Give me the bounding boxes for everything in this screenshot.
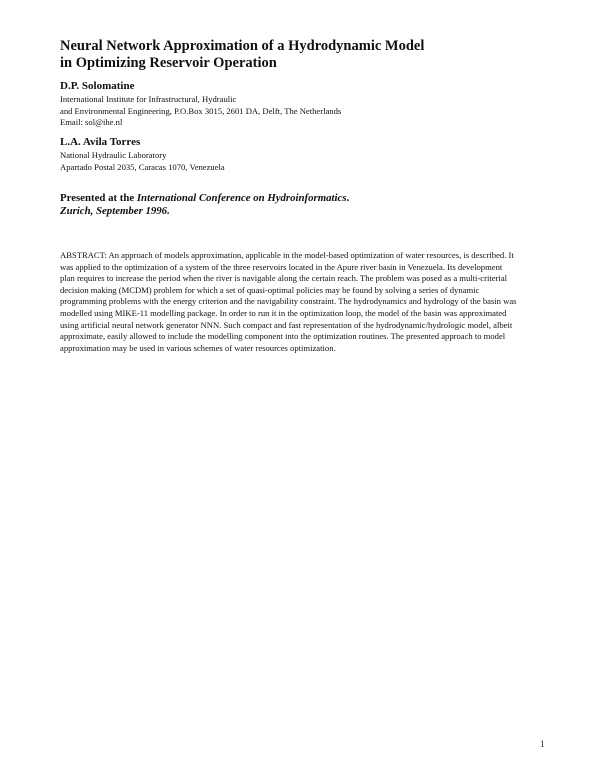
abstract-line: modelled using MIKE-11 modelling package. In order to run it in the optimization loop, the model of the basin was approximated: [60, 307, 507, 318]
author-email: Email: sol@ihe.nl: [60, 117, 123, 127]
conference-name: International Conference on Hydroinformatics: [136, 192, 347, 204]
affiliation-line: National Hydraulic Laboratory: [60, 150, 167, 160]
presented-at-note: [60, 192, 540, 218]
title-line-2: in Optimizing Reservoir Operation: [60, 54, 277, 71]
affiliation-line: and Environmental Engineering, P.O.Box 3015, 2601 DA, Delft, The Netherlands: [60, 105, 342, 116]
abstract-line: ABSTRACT: An approach of models approximation, applicable in the model-based optimization of water resources, is described. It: [60, 250, 514, 260]
abstract-line: programming problems with the energy criterion and the navigability constraint. The hydrodynamics and hydrology of the basin was: [60, 296, 517, 307]
presented-prefix: Presented at the: [60, 192, 137, 204]
presented-suffix: .: [346, 192, 350, 204]
abstract-line: was applied to the optimization of a system of the three reservoirs located in the Apure river basin in Venezuela. Its development: [60, 261, 503, 272]
page-number: 1: [540, 739, 545, 749]
author-name: L.A. Avila Torres: [60, 136, 141, 148]
affiliation-line: Apartado Postal 2035, Caracas 1070, Venezuela: [60, 161, 225, 172]
abstract-line: decision making (MCDM) problem for which a set of quasi-optimal policies may be found by solving a series of dynamic: [60, 284, 480, 295]
abstract-line: using artificial neural network generator NNN. Such compact and fast representation of the hydrodynamic/hydrologic model, albeit: [60, 319, 513, 330]
paper-title: [60, 38, 540, 71]
author-name: D.P. Solomatine: [60, 80, 135, 92]
title-line-1: Neural Network Approximation of a Hydrodynamic Model: [60, 38, 425, 54]
author-block-2: [60, 136, 540, 173]
affiliation-line: International Institute for Infrastructural, Hydraulic: [60, 94, 237, 104]
author-block-1: [60, 80, 540, 129]
abstract-line: plan requires to increase the period when the river is navigable along the certain reach. The problem was posed as a multi-criterial: [60, 273, 508, 284]
abstract-line: approximation may be used in various schemes of water resources optimization.: [60, 342, 336, 353]
presented-line-1: [60, 192, 540, 205]
abstract: [60, 250, 545, 354]
abstract-line: approximate, easily allowed to include the modelling component into the optimization routines. The presented approach to model: [60, 331, 506, 342]
conference-location-date: Zurich, September 1996.: [60, 205, 170, 217]
